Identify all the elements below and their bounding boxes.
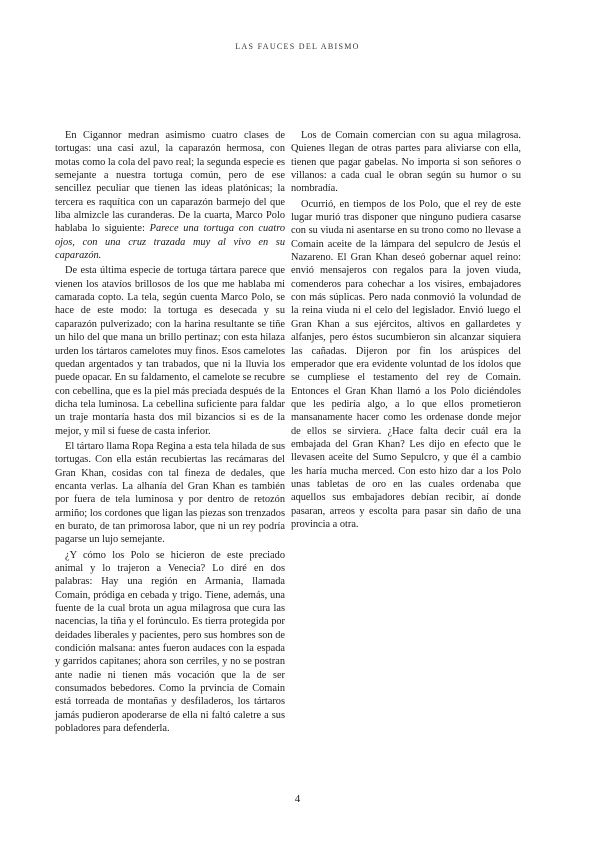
paragraph bbox=[55, 129, 285, 262]
running-head: LAS FAUCES DEL ABISMO bbox=[235, 42, 360, 51]
paragraph: Los de Comain comercian con su agua milagrosa. Quienes llegan de otras partes para aliviarse con ella, tienen que pagar gabelas. No importa si son señores o villanos: a cada cual le obran según su humor o su nombradía. bbox=[291, 130, 521, 195]
paragraph: ¿Y cómo los Polo se hicieron de este preciado animal y lo trajeron a Venecia? Lo diré en dos palabras: Hay una región en Armania, llamada Comain, pródiga en cebada y trigo. Tiene, además, una fuente de la cual brota un agua milagrosa que cura las nacencias, la tiña y el forúnculo. Es tierra protegida por deidades liberales y pacientes, pero sus hombres son de condición malsana: antes fueron audaces con la espada y garridos capitanes; ahora son cerriles, y no se postran ante nadie ni tienen más vocación que la de ser consumados bebedores. Como la prvincia de Comain está torreada de montañas y desfiladeros, los tártaros jamás pudieron apoderarse de ella ni faltó caletre a sus pobladores para defenderla. bbox=[55, 549, 285, 735]
quote-italic: Parece una tortuga con cuatro ojos, con una cruz trazada muy al vivo en su caparazón. bbox=[55, 223, 286, 262]
paragraph: Ocurrió, en tiempos de los Polo, que el rey de este lugar murió tras disponer que ninguno pudiera casarse con su viuda ni asentarse en su trono como no llevase a Comain aceite de la lámpara del sepulcro de Jesús el Nazareno. El Gran Khan deseó gobernar aquel reino: envió mensajeros con regalos para la joven viuda, comenderos para cohechar a los visires, embajadores con más súplicas. Pero nada conmovió la volundad de la reina viuda ni el celo del legislador. Envió luego el Gran Khan a sus ejércitos, altivos en gallardetes y alfanjes, pero éstos sucumbieron sin alcanzar siquiera las cañadas. Dijeron por fin los arúspices del emperador que era evidente voluntad de los ídolos que se cumpliese el testamento del rey de Comain. Entonces el Gran Khan llamó a los Polo diciéndoles que les pediría algo, a lo que ellos prometieron mansanamente hacer como les ordenase donde mejor de ellos se sirviera. ¿Hace falta decir cuál era la embajada del Gran Khan? Les dijo en efecto que le llevasen aceite del Sumo Sepulcro, y que él a cambio les haría mucha merced. Con esto hizo dar a los Polo unas tabletas de oro en las cuales ordenaba que aquellos sus embajadores debían recibir, aí donde pasaran, arreos y escolta para pasar sin daño de una provincia a otra. bbox=[291, 198, 521, 530]
text-column-right bbox=[291, 129, 521, 533]
paragraph-text: En Cigannor medran asimismo cuatro clases de tortugas: una casi azul, la caparazón hermosa, con motas como la cola del pavo real; la segunda especie es semejante a nuestra tortuga común, pero de ese sencillez peculiar que tienen las ideas platónicas; la tercera es raquítica con un caparazón barmejo del que liba almizcle las curanderas. De la cuarta, Marco Polo hablaba lo siguiente: bbox=[55, 130, 285, 235]
paragraph: El tártaro llama Ropa Regina a esta tela hilada de sus tortugas. Con ella están recubiertas las recámaras del Gran Khan, cosidas con tal fineza de dedales, que encanta verlas. La alhanía del Gran Khan es también por fuera de tela luminosa y por dentro de retozón armiño; los cordones que ligan las piezas son trenzados en burato, de tan primorosa labor, que ni un rey podría pagarse un lujo semejante. bbox=[55, 440, 286, 546]
page-number: 4 bbox=[294, 793, 301, 805]
text-column-left bbox=[55, 129, 285, 737]
paragraph: De esta última especie de tortuga tártara parece que vienen los atavíos brillosos de los que me hablaba mi camarada copto. La tela, según cuenta Marco Polo, se hace de este modo: la tortuga es desecada y su caparazón pulverizado; con la harina resultante se tiñe un hilo del que mana un brillo pertinaz; con esta hilaza urden los tártaros camelotes muy finos. Esos camelotes quedan argentados y tan trabados, que ni la lluvia los puede opacar. En su faldamento, el camelote se recubre con cebellina, que es la piel más preciada después de la dicha tela luminosa. La cebellina suficiente para faldar un traje montaría hasta dos mil bizancios si es de la mejor, y mil si fuese de casta inferior. bbox=[55, 265, 285, 437]
